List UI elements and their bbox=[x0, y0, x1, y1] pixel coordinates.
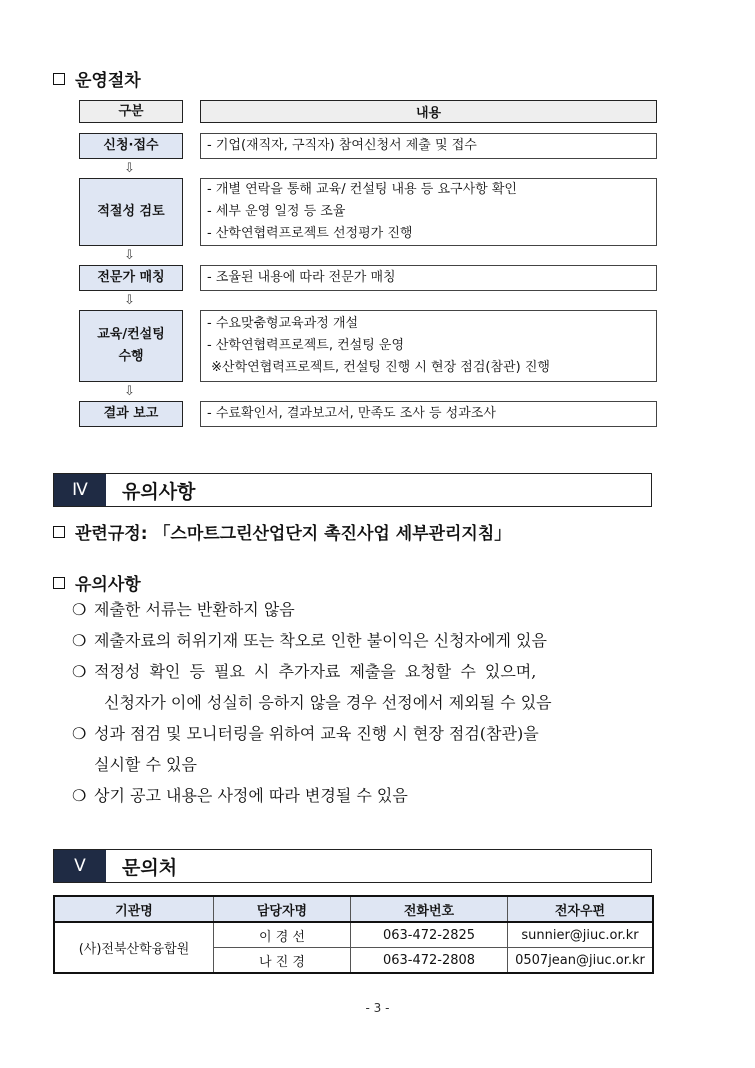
step-item: - 조율된 내용에 따라 전문가 매칭 bbox=[207, 270, 396, 285]
circle-bullet-icon: ❍ bbox=[72, 600, 87, 619]
regulation-text: 관련규정: 「스마트그린산업단지 촉진사업 세부관리지침」 bbox=[75, 524, 512, 544]
note-text: 제출한 서류는 반환하지 않음 bbox=[94, 600, 295, 619]
step-content-execution bbox=[200, 310, 657, 382]
section-title: 문의처 bbox=[122, 856, 178, 879]
step-item: - 산학연협력프로젝트, 컨설팅 운영 bbox=[207, 338, 405, 353]
down-arrow-icon: ⇩ bbox=[124, 384, 135, 399]
phone-cell: 063-472-2825 bbox=[351, 922, 508, 948]
column-header: 담당자명 bbox=[214, 896, 351, 922]
table-row bbox=[54, 922, 653, 948]
circle-bullet-icon: ❍ bbox=[72, 724, 87, 743]
regulation-heading bbox=[53, 519, 511, 544]
step-content-application bbox=[200, 133, 657, 159]
circle-bullet-icon: ❍ bbox=[72, 631, 87, 650]
step-label-line: 수행 bbox=[118, 349, 144, 364]
step-item: - 기업(재직자, 구직자) 참여신청서 제출 및 접수 bbox=[207, 138, 477, 153]
step-content-report bbox=[200, 401, 657, 427]
column-header: 전자우편 bbox=[508, 896, 654, 922]
note-item bbox=[72, 782, 408, 810]
circle-bullet-icon: ❍ bbox=[72, 786, 87, 805]
section-banner-notes bbox=[53, 473, 652, 507]
step-item: - 수료확인서, 결과보고서, 만족도 조사 등 성과조사 bbox=[207, 406, 496, 421]
name-cell: 이 경 선 bbox=[214, 922, 351, 948]
column-header: 전화번호 bbox=[351, 896, 508, 922]
step-label-report: 결과 보고 bbox=[79, 401, 183, 427]
note-item bbox=[72, 720, 539, 748]
section-number: Ⅴ bbox=[54, 850, 106, 882]
step-item: - 개별 연락을 통해 교육/ 컨설팅 내용 등 요구사항 확인 bbox=[207, 182, 517, 197]
section-banner-contact bbox=[53, 849, 652, 883]
procedure-header-right-text: 내용 bbox=[415, 106, 442, 121]
phone-cell: 063-472-2808 bbox=[351, 948, 508, 974]
down-arrow-icon: ⇩ bbox=[124, 293, 135, 308]
note-text: 상기 공고 내용은 사정에 따라 변경될 수 있음 bbox=[94, 786, 408, 805]
checkbox-icon bbox=[53, 577, 65, 589]
email-cell[interactable]: 0507jean@jiuc.or.kr bbox=[508, 948, 654, 974]
notes-heading bbox=[53, 570, 141, 595]
procedure-heading bbox=[53, 66, 141, 91]
table-header-row bbox=[54, 896, 653, 922]
note-item bbox=[72, 596, 295, 624]
procedure-heading-text: 운영절차 bbox=[75, 71, 141, 91]
note-text-continued: 실시할 수 있음 bbox=[94, 755, 197, 774]
note-text: 제출자료의 허위기재 또는 착오로 인한 불이익은 신청자에게 있음 bbox=[94, 631, 547, 650]
section-title: 유의사항 bbox=[122, 480, 196, 503]
note-item bbox=[72, 658, 536, 686]
step-content-review bbox=[200, 178, 657, 246]
step-item: ※산학연협력프로젝트, 컨설팅 진행 시 현장 점검(참관) 진행 bbox=[207, 360, 550, 375]
checkbox-icon bbox=[53, 73, 65, 85]
step-label-application: 신청·접수 bbox=[79, 133, 183, 159]
step-item: - 수요맞춤형교육과정 개설 bbox=[207, 316, 359, 331]
procedure-header-left: 구분 bbox=[79, 100, 183, 123]
note-text-continued: 신청자가 이에 성실히 응하지 않을 경우 선정에서 제외될 수 있음 bbox=[104, 693, 552, 712]
checkbox-icon bbox=[53, 526, 65, 538]
step-item: - 세부 운영 일정 등 조율 bbox=[207, 204, 346, 219]
circle-bullet-icon: ❍ bbox=[72, 662, 87, 681]
section-number: Ⅳ bbox=[54, 474, 106, 506]
step-label-matching: 전문가 매칭 bbox=[79, 265, 183, 291]
step-content-matching bbox=[200, 265, 657, 291]
org-cell: (사)전북산학융합원 bbox=[54, 922, 214, 973]
step-label-execution bbox=[79, 310, 183, 382]
note-text: 성과 점검 및 모니터링을 위하여 교육 진행 시 현장 점검(참관)을 bbox=[94, 724, 539, 743]
email-cell[interactable]: sunnier@jiuc.or.kr bbox=[508, 922, 654, 948]
page-number: - 3 - bbox=[365, 1001, 390, 1015]
name-cell: 나 진 경 bbox=[214, 948, 351, 974]
down-arrow-icon: ⇩ bbox=[124, 161, 135, 176]
procedure-header-right bbox=[200, 100, 657, 123]
step-label-review: 적절성 검토 bbox=[79, 178, 183, 246]
contact-table bbox=[53, 895, 654, 974]
step-label-line: 교육/컨설팅 bbox=[97, 327, 165, 342]
notes-heading-text: 유의사항 bbox=[75, 575, 141, 595]
step-item: - 산학연협력프로젝트 선정평가 진행 bbox=[207, 226, 413, 241]
column-header: 기관명 bbox=[54, 896, 214, 922]
note-item bbox=[72, 627, 547, 655]
note-text: 적정성 확인 등 필요 시 추가자료 제출을 요청할 수 있으며, bbox=[94, 662, 537, 681]
down-arrow-icon: ⇩ bbox=[124, 248, 135, 263]
